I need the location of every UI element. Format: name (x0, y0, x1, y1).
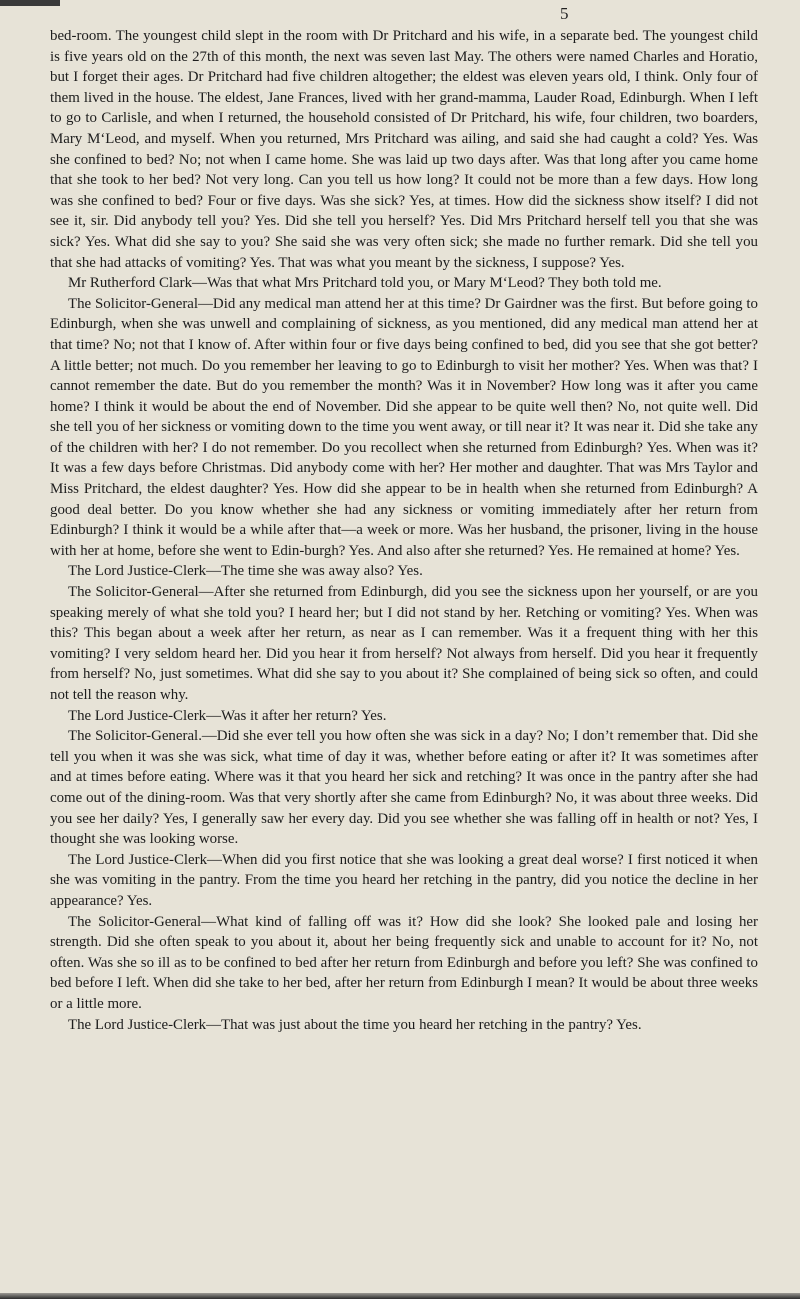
paragraph: The Solicitor-General—After she returned from Edinburgh, did you see the sickness upon her yourself, or are you speaking merely of what she told you? I heard her; but I did not stand by her. Retching or vomiting? Yes. When was this? This began about a week after her return, as near as I can remember. Was it a frequent thing with her this vomiting? I very seldom heard her. Did you hear it from herself? Not always from herself. Did you hear it frequently from herself? No, just sometimes. What did she say to you about it? She complained of being sick so often, and could not tell the reason why. (50, 584, 758, 703)
paragraph: bed-room. The youngest child slept in the room with Dr Pritchard and his wife, in a separate bed. The youngest child is five years old on the 27th of this month, the next was seven last May. The others were named Charles and Horatio, but I forget their ages. Dr Pritchard had five children altogether; the eldest was eleven years old, I think. Only four of them lived in the house. The eldest, Jane Frances, lived with her grand-mamma, Lauder Road, Edinburgh. When I left to go to Carlisle, and when I returned, the household consisted of Dr Pritchard, his wife, four children, two boarders, Mary M‘Leod, and myself. When you returned, Mrs Pritchard was ailing, and said she had caught a cold? Yes. Was she confined to bed? No; not when I came home. She was laid up two days after. Was that long after you came home that she took to her bed? Not very long. Can you tell us how long? It could not be more than a few days. How long was she confined to bed? Four or five days. Was she sick? Yes, at times. How did the sickness show itself? I did not see it, sir. Did anybody tell you? Yes. Did she tell you herself? Yes. Did Mrs Pritchard herself tell you that she was sick? Yes. What did she say to you? She said she was very often sick; she made no further remark. Did she tell you that she had attacks of vomiting? Yes. That was what you meant by the sickness, I suppose? Yes. (50, 28, 758, 271)
paragraph: The Solicitor-General—What kind of falling off was it? How did she look? She looked pale and losing her strength. Did she often speak to you about it, about her being frequently sick and unable to account for it? No, not often. Was she so ill as to be confined to bed after her return from Edinburgh and before you left? She was confined to bed before I left. When did she take to her bed, after her return from Edinburgh I mean? It would be about three weeks or a little more. (50, 913, 758, 1012)
paragraph: The Lord Justice-Clerk—Was it after her return? Yes. (68, 707, 387, 724)
paragraph: The Solicitor-General—Did any medical man attend her at this time? Dr Gairdner was the first. But before going to Edinburgh, when she was unwell and complaining of sickness, as you mentioned, did any medical man attend her at that time? No; not that I know of. After within four or five days being confined to bed, did you see that she got better? A little better; not much. Do you remember her leaving to go to Edinburgh to visit her mother? Yes. When was that? I cannot remember the date. But do you remember the month? Was it in November? How long was it after you came home? I think it would be about the end of November. Did she appear to be quite well then? No, not quite well. Did she tell you of her sickness or vomiting down to the time you went away, or till near it? It was near it. Did she take any of the children with her? I do not remember. Do you recollect when she returned from Edinburgh? Yes. When was it? It was a few days before Christmas. Did anybody come with her? Her mother and daughter. That was Mrs Taylor and Miss Pritchard, the eldest daughter? Yes. How did she appear to be in health when she returned from Edinburgh? A good deal better. Do you know whether she had any sickness or vomiting immediately after her return from Edinburgh? I think it would be a while after that—a week or more. Was her husband, the prisoner, living in the house with her at home, before she went to Edin-burgh? Yes. And also after she returned? Yes. He remained at home? Yes. (50, 295, 758, 559)
page-number: 5 (560, 4, 569, 23)
paragraph: Mr Rutherford Clark—Was that what Mrs Pritchard told you, or Mary M‘Leod? They both told me. (68, 275, 662, 292)
paragraph: The Lord Justice-Clerk—The time she was away also? Yes. (68, 563, 423, 580)
paragraph: The Lord Justice-Clerk—When did you first notice that she was looking a great deal worse? I first noticed it when she was vomiting in the pantry. From the time you heard her retching in the pantry, did you notice the decline in her appearance? Yes. (50, 851, 758, 909)
paragraph: The Lord Justice-Clerk—That was just about the time you heard her retching in the pantry? Yes. (68, 1016, 642, 1033)
paragraph: The Solicitor-General.—Did she ever tell you how often she was sick in a day? No; I don’t remember that. Did she tell you when it was she was sick, what time of day it was, whether before eating or after it? It was sometimes after and at times before eating. Where was it that you heard her sick and retching? It was once in the pantry after she had come out of the dining-room. Was that very shortly after she came from Edinburgh? No, it was about three weeks. Did you see her daily? Yes, I generally saw her every day. Did you see whether she was falling off in health or not? Yes, I thought she was looking worse. (50, 728, 758, 848)
testimony-text (50, 26, 758, 1035)
page-bottom-edge (0, 1293, 800, 1299)
page-top-edge (0, 0, 60, 6)
